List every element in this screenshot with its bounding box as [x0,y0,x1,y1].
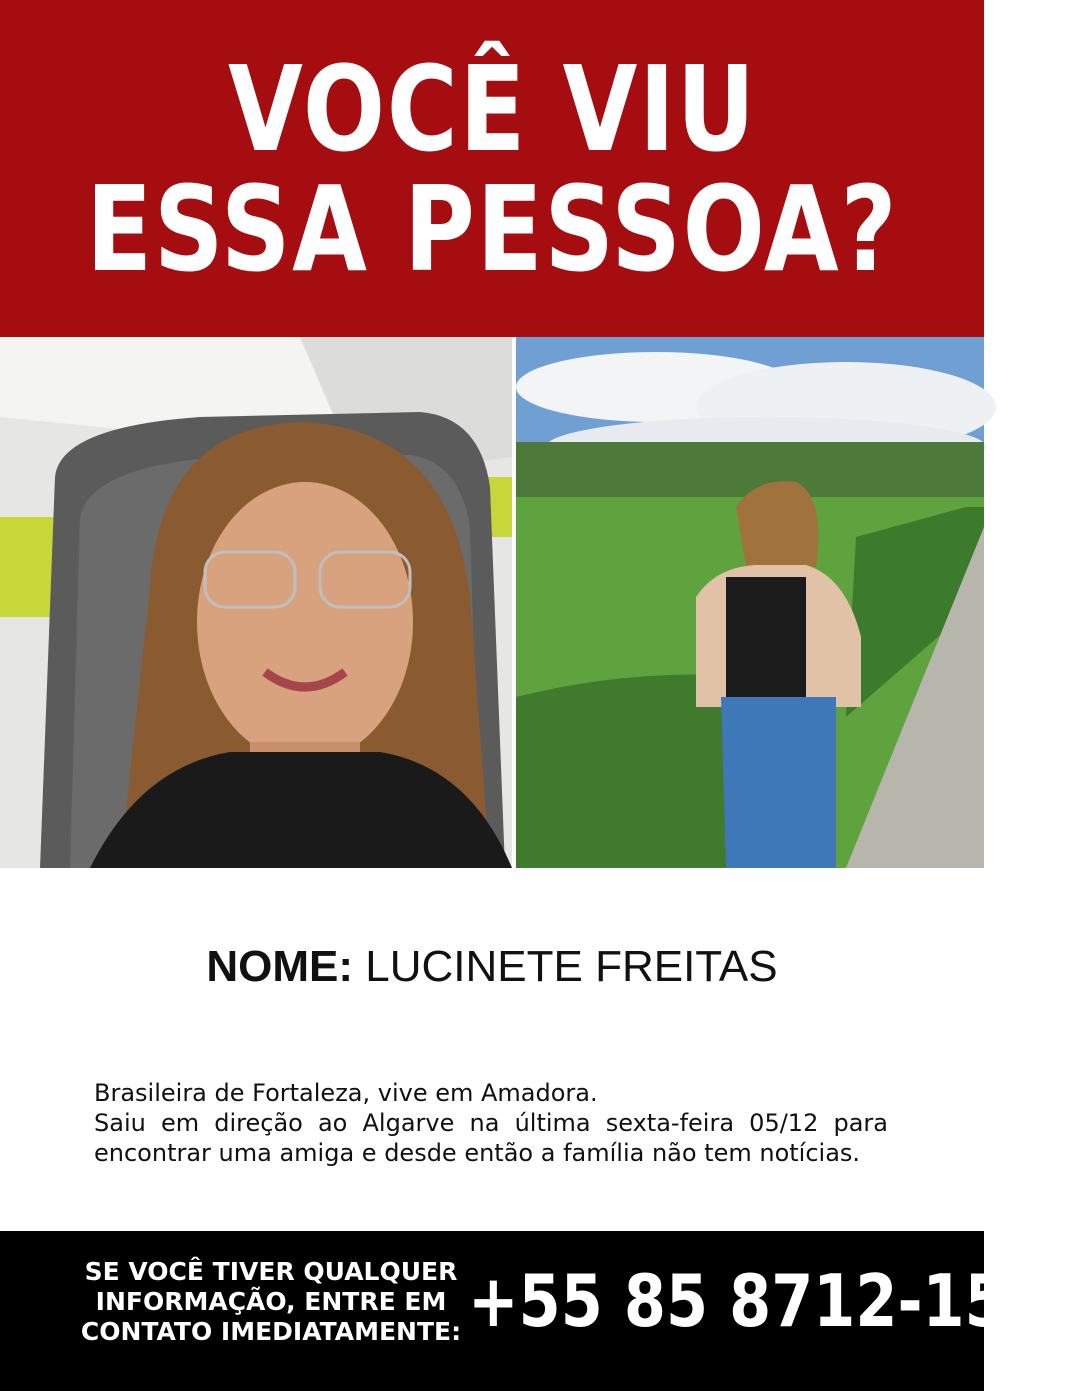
name-value: LUCINETE FREITAS [365,942,778,991]
contact-message [72,1257,470,1347]
name-label: NOME: [206,942,354,991]
description [94,1078,888,1168]
contact-message-line-1: SE VOCÊ TIVER QUALQUER [84,1257,458,1286]
contact-message-line-2: INFORMAÇÃO, ENTRE EM [95,1287,447,1316]
header-banner [0,0,984,337]
description-line-2: Saiu em direção ao Algarve na última sexta-feira 05/12 para encontrar uma amiga e desde então a família não tem notícias. [94,1109,888,1167]
person-name [0,942,984,992]
photo-park [516,337,984,868]
photo-selfie-airplane [0,337,512,868]
headline-line-1: VOCÊ VIU [227,39,757,178]
contact-footer [0,1231,1091,1391]
photo-strip [0,337,984,868]
headline-line-2: ESSA PESSOA? [85,159,899,298]
contact-phone: +55 85 8712-1583 [468,1259,1091,1343]
contact-message-line-3: CONTATO IMEDIATAMENTE: [80,1317,462,1346]
description-line-1: Brasileira de Fortaleza, vive em Amadora. [94,1079,598,1107]
